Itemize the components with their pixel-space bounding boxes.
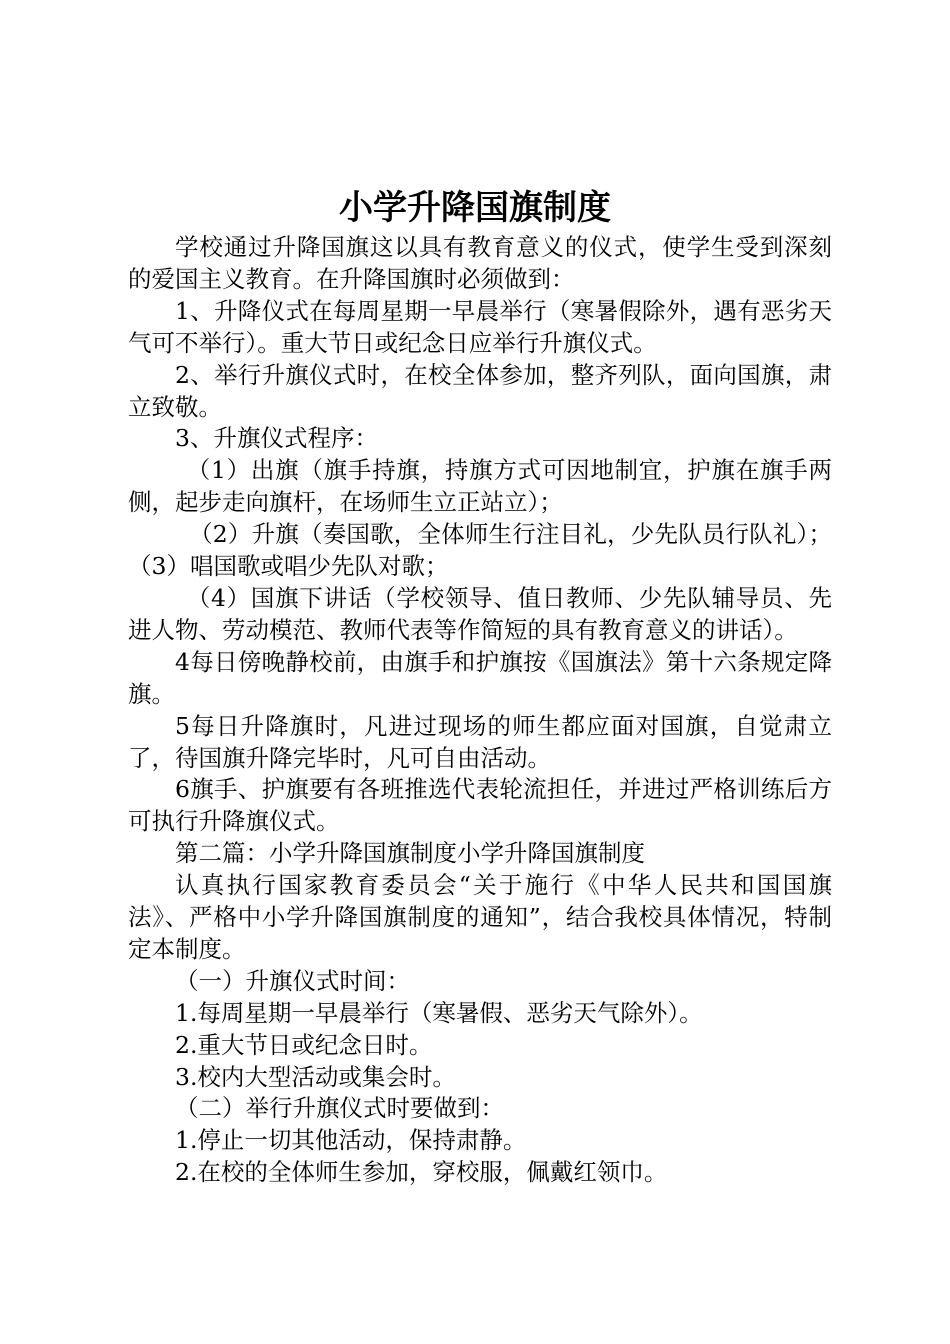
paragraph: 6旗手、护旗要有各班推选代表轮流担任，并进过严格训练后方可执行升降旗仪式。 <box>128 775 832 836</box>
paragraph: （一）升旗仪式时间： <box>175 966 410 995</box>
paragraph: （1）出旗（旗手持旗，持旗方式可因地制宜，护旗在旗手两侧，起步走向旗杆，在场师生立正站立）； <box>128 456 832 517</box>
paragraph: 1.每周星期一早晨举行（寒暑假、恶劣天气除外）。 <box>175 998 703 1027</box>
paragraph: （2）升旗（奏国歌，全体师生行注目礼，少先队员行队礼）；（3）唱国歌或唱少先队对歌； <box>128 520 832 581</box>
paragraph: 3、升旗仪式程序： <box>175 424 378 453</box>
paragraph: 4每日傍晚静校前，由旗手和护旗按《国旗法》第十六条规定降旗。 <box>128 647 832 708</box>
paragraph: 2.重大节日或纪念日时。 <box>175 1030 433 1059</box>
paragraph: 2、举行升旗仪式时，在校全体参加，整齐列队，面向国旗，肃立致敬。 <box>128 360 832 421</box>
document-title: 小学升降国旗制度 <box>339 188 611 228</box>
paragraph: 学校通过升降国旗这以具有教育意义的仪式，使学生受到深刻的爱国主义教育。在升降国旗时必须做到： <box>128 233 832 293</box>
paragraph: （二）举行升旗仪式时要做到： <box>175 1094 504 1123</box>
paragraph: 2.在校的全体师生参加，穿校服，佩戴红领巾。 <box>175 1158 668 1187</box>
paragraph: 1.停止一切其他活动，保持肃静。 <box>175 1126 527 1155</box>
section-heading: 第二篇：小学升降国旗制度小学升降国旗制度 <box>175 839 645 868</box>
paragraph: 3.校内大型活动或集会时。 <box>175 1062 456 1091</box>
paragraph: 5每日升降旗时，凡进过现场的师生都应面对国旗，自觉肃立了，待国旗升降完毕时，凡可自由活动。 <box>128 711 832 772</box>
document-body <box>128 232 832 1189</box>
paragraph: 1、升降仪式在每周星期一早晨举行（寒暑假除外，遇有恶劣天气可不举行）。重大节日或纪念日应举行升旗仪式。 <box>128 296 832 357</box>
paragraph: 认真执行国家教育委员会“关于施行《中华人民共和国国旗法》、严格中小学升降国旗制度的通知”，结合我校具体情况，特制定本制度。 <box>128 871 832 963</box>
paragraph: （4）国旗下讲话（学校领导、值日教师、少先队辅导员、先进人物、劳动模范、教师代表等作简短的具有教育意义的讲话）。 <box>128 583 832 644</box>
